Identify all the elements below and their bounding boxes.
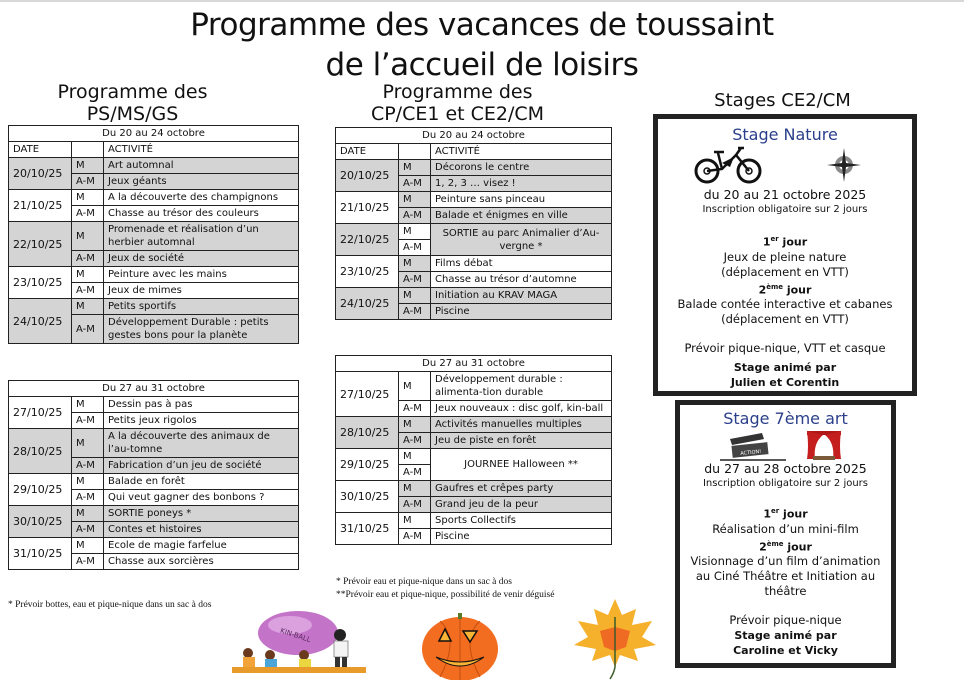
table-row — [336, 256, 612, 272]
table-row — [9, 299, 299, 315]
date-cell: 29/10/25 — [9, 474, 72, 506]
table-row — [9, 538, 299, 554]
table-row — [336, 449, 612, 465]
table-row — [336, 417, 612, 433]
afternoon-activity: Piscine — [431, 304, 612, 320]
column-header-activity: ACTIVITÉ — [431, 144, 612, 160]
stage-nature-host-names: Julien et Corentin — [730, 376, 840, 390]
stage-nature-day2-note: (déplacement en VTT) — [721, 312, 849, 327]
morning-activity: Balade en forêt — [104, 474, 299, 490]
morning-slot-label: M — [72, 397, 104, 413]
week-header-row — [9, 126, 299, 142]
date-cell: 20/10/25 — [336, 160, 399, 192]
week-header: Du 20 au 24 octobre — [336, 128, 612, 144]
column-header-date: DATE — [336, 144, 399, 160]
afternoon-activity: Jeu de piste en forêt — [431, 433, 612, 449]
jack-o-lantern-illustration — [420, 609, 500, 680]
table-row — [9, 397, 299, 413]
date-cell: 24/10/25 — [9, 299, 72, 344]
column-header-slot — [399, 144, 431, 160]
afternoon-slot-label: A-M — [399, 304, 431, 320]
date-cell: 27/10/25 — [9, 397, 72, 429]
morning-slot-label: M — [72, 190, 104, 206]
afternoon-slot-label: A-M — [72, 522, 104, 538]
theater-curtain-icon — [803, 429, 845, 461]
morning-activity: Peinture avec les mains — [104, 267, 299, 283]
morning-activity: A la découverte des champignons — [104, 190, 299, 206]
afternoon-activity: Chasse au trésor d’automne — [431, 272, 612, 288]
ps-title-line2: PS/MS/GS — [86, 103, 179, 125]
week-header: Du 27 au 31 octobre — [9, 381, 299, 397]
afternoon-activity: Balade et énigmes en ville — [431, 208, 612, 224]
morning-activity: SORTIE poneys * — [104, 506, 299, 522]
morning-slot-label: M — [399, 288, 431, 304]
table-row — [9, 506, 299, 522]
afternoon-activity: Jeux de société — [104, 251, 299, 267]
afternoon-slot-label: A-M — [399, 465, 431, 481]
compass-rose-icon — [826, 147, 862, 183]
afternoon-slot-label: A-M — [72, 315, 104, 344]
table-row — [336, 372, 612, 401]
stage-nature-icons — [658, 145, 912, 187]
stage-nature-bring: Prévoir pique-nique, VTT et casque — [684, 341, 886, 356]
afternoon-slot-label: A-M — [399, 497, 431, 513]
table-row — [9, 222, 299, 251]
table-row — [336, 481, 612, 497]
date-cell: 28/10/25 — [9, 429, 72, 474]
page-title-line2: de l’accueil de loisirs — [325, 47, 639, 83]
morning-slot-label: M — [72, 267, 104, 283]
table-row — [9, 474, 299, 490]
afternoon-activity: Chasse aux sorcières — [104, 554, 299, 570]
date-cell: 23/10/25 — [9, 267, 72, 299]
date-cell: 30/10/25 — [9, 506, 72, 538]
morning-slot-label: M — [72, 222, 104, 251]
stage-art-day2-line3: théâtre — [764, 584, 807, 599]
table-row — [336, 224, 612, 240]
bicycle-icon — [694, 145, 764, 185]
afternoon-slot-label: A-M — [399, 272, 431, 288]
afternoon-slot-label: A-M — [72, 490, 104, 506]
afternoon-activity: Fabrication d’un jeu de société — [104, 458, 299, 474]
afternoon-activity: Piscine — [431, 529, 612, 545]
morning-activity: Développement durable : alimenta-tion durable — [431, 372, 612, 401]
morning-activity: Dessin pas à pas — [104, 397, 299, 413]
afternoon-slot-label: A-M — [72, 174, 104, 190]
afternoon-slot-label: A-M — [72, 251, 104, 267]
svg-text:ACTION!: ACTION! — [740, 448, 762, 458]
stage-nature-title: Stage Nature — [732, 125, 838, 144]
svg-text:KIN-BALL: KIN-BALL — [279, 626, 312, 645]
afternoon-activity: 1, 2, 3 … visez ! — [431, 176, 612, 192]
afternoon-slot-label: A-M — [399, 208, 431, 224]
stage-nature-day1-label: 1er jour — [762, 235, 808, 249]
full-day-activity: JOURNEE Halloween ** — [431, 449, 612, 481]
date-cell: 30/10/25 — [336, 481, 399, 513]
morning-slot-label: M — [399, 481, 431, 497]
ps-section-title — [20, 81, 245, 125]
top-rule — [0, 0, 964, 2]
morning-slot-label: M — [399, 192, 431, 208]
afternoon-activity: Chasse au trésor des couleurs — [104, 206, 299, 222]
table-row — [9, 158, 299, 174]
morning-slot-label: M — [399, 449, 431, 465]
ps-title-line1: Programme des — [57, 81, 208, 103]
stage-art-host-names: Caroline et Vicky — [733, 644, 838, 658]
table-row — [9, 429, 299, 458]
afternoon-slot-label: A-M — [399, 176, 431, 192]
table-row — [336, 160, 612, 176]
stage-nature-box — [653, 114, 917, 396]
morning-activity: Sports Collectifs — [431, 513, 612, 529]
date-cell: 22/10/25 — [9, 222, 72, 267]
morning-activity: Promenade et réalisation d’un herbier automnal — [104, 222, 299, 251]
afternoon-activity: Jeux géants — [104, 174, 299, 190]
cp-section-title — [345, 81, 570, 125]
stage-art-title: Stage 7ème art — [723, 409, 848, 428]
date-cell: 20/10/25 — [9, 158, 72, 190]
afternoon-slot-label: A-M — [72, 206, 104, 222]
stage-nature-day2-label: 2ème jour — [758, 282, 812, 297]
morning-activity: Films débat — [431, 256, 612, 272]
week-header-row — [9, 381, 299, 397]
stage-art-day2-line1: Visionnage d’un film d’animation — [690, 554, 881, 569]
kin-ball-children-illustration — [228, 605, 370, 680]
afternoon-activity: Jeux de mimes — [104, 283, 299, 299]
afternoon-slot-label: A-M — [399, 529, 431, 545]
morning-slot-label: M — [72, 474, 104, 490]
stage-art-dates: du 27 au 28 octobre 2025 — [704, 461, 867, 476]
stages-section-title: Stages CE2/CM — [714, 90, 851, 111]
date-cell: 21/10/25 — [336, 192, 399, 224]
table-row — [336, 288, 612, 304]
morning-activity: Art automnal — [104, 158, 299, 174]
full-day-activity: SORTIE au parc Animalier d’Au-vergne * — [431, 224, 612, 256]
ps-week2-table — [8, 380, 299, 570]
afternoon-slot-label: A-M — [72, 413, 104, 429]
ps-footnote: * Prévoir bottes, eau et pique-nique dans un sac à dos — [8, 600, 212, 610]
cp-title-line2: CP/CE1 et CE2/CM — [370, 103, 545, 125]
morning-slot-label: M — [399, 417, 431, 433]
morning-activity: A la découverte des animaux de l’au-tomne — [104, 429, 299, 458]
cp-title-line1: Programme des — [382, 81, 533, 103]
stage-nature-inscription: Inscription obligatoire sur 2 jours — [702, 204, 868, 215]
afternoon-activity: Contes et histoires — [104, 522, 299, 538]
morning-slot-label: M — [399, 372, 431, 401]
afternoon-slot-label: A-M — [72, 283, 104, 299]
afternoon-activity: Qui veut gagner des bonbons ? — [104, 490, 299, 506]
date-cell: 24/10/25 — [336, 288, 399, 320]
afternoon-activity: Petits jeux rigolos — [104, 413, 299, 429]
week-header: Du 20 au 24 octobre — [9, 126, 299, 142]
morning-activity: Initiation au KRAV MAGA — [431, 288, 612, 304]
stage-art-day1-label: 1er jour — [763, 507, 808, 521]
date-cell: 29/10/25 — [336, 449, 399, 481]
date-cell: 23/10/25 — [336, 256, 399, 288]
stage-nature-dates: du 20 au 21 octobre 2025 — [703, 187, 867, 202]
clapperboard-icon — [720, 429, 788, 461]
week-header-row — [336, 356, 612, 372]
morning-activity: Ecole de magie farfelue — [104, 538, 299, 554]
afternoon-slot-label: A-M — [399, 433, 431, 449]
week-header: Du 27 au 31 octobre — [336, 356, 612, 372]
stage-art-box — [675, 400, 896, 668]
afternoon-slot-label: A-M — [399, 401, 431, 417]
column-header-row — [9, 142, 299, 158]
date-cell: 21/10/25 — [9, 190, 72, 222]
cp-week1-table — [335, 127, 612, 320]
morning-activity: Activités manuelles multiples — [431, 417, 612, 433]
table-row — [9, 267, 299, 283]
morning-slot-label: M — [399, 224, 431, 240]
stage-art-icons — [680, 429, 891, 461]
morning-activity: Décorons le centre — [431, 160, 612, 176]
week-header-row — [336, 128, 612, 144]
stage-nature-host-label: Stage animé par — [733, 361, 837, 375]
stage-art-inscription: Inscription obligatoire sur 2 jours — [702, 478, 869, 489]
table-row — [336, 192, 612, 208]
morning-slot-label: M — [399, 256, 431, 272]
morning-activity: Peinture sans pinceau — [431, 192, 612, 208]
stage-art-day2-label: 2ème jour — [759, 539, 812, 554]
stage-art-day1-activity: Réalisation d’un mini-film — [712, 521, 859, 536]
cp-footnote-1: * Prévoir eau et pique-nique dans un sac à dos — [336, 577, 512, 587]
column-header-slot — [72, 142, 104, 158]
afternoon-slot-label: A-M — [72, 554, 104, 570]
date-cell: 31/10/25 — [336, 513, 399, 545]
stage-art-day2-line2: au Ciné Théâtre et Initiation au — [695, 569, 876, 584]
autumn-leaf-illustration — [570, 597, 660, 680]
stage-nature-day1-activity: Jeux de pleine nature — [723, 249, 847, 264]
afternoon-activity: Jeux nouveaux : disc golf, kin-ball — [431, 401, 612, 417]
stage-nature-day1-note: (déplacement en VTT) — [721, 264, 849, 279]
table-row — [9, 190, 299, 206]
morning-activity: Gaufres et crêpes party — [431, 481, 612, 497]
morning-activity: Petits sportifs — [104, 299, 299, 315]
date-cell: 31/10/25 — [9, 538, 72, 570]
column-header-row — [336, 144, 612, 160]
morning-slot-label: M — [72, 158, 104, 174]
afternoon-slot-label: A-M — [399, 240, 431, 256]
column-header-activity: ACTIVITÉ — [104, 142, 299, 158]
afternoon-activity: Grand jeu de la peur — [431, 497, 612, 513]
page-title-line1: Programme des vacances de toussaint — [190, 7, 774, 43]
morning-slot-label: M — [399, 513, 431, 529]
afternoon-slot-label: A-M — [72, 458, 104, 474]
date-cell: 22/10/25 — [336, 224, 399, 256]
cp-footnote-2: **Prévoir eau et pique-nique, possibilité de venir déguisé — [336, 590, 555, 600]
date-cell: 27/10/25 — [336, 372, 399, 417]
table-row — [336, 513, 612, 529]
date-cell: 28/10/25 — [336, 417, 399, 449]
column-header-date: DATE — [9, 142, 72, 158]
afternoon-activity: Développement Durable : petits gestes bons pour la planète — [104, 315, 299, 344]
ps-week1-table — [8, 125, 299, 344]
stage-art-host-label: Stage animé par — [734, 629, 837, 643]
stage-art-bring: Prévoir pique-nique — [729, 613, 842, 628]
morning-slot-label: M — [72, 538, 104, 554]
morning-slot-label: M — [72, 299, 104, 315]
cp-week2-table — [335, 355, 612, 545]
morning-slot-label: M — [399, 160, 431, 176]
morning-slot-label: M — [72, 506, 104, 522]
morning-slot-label: M — [72, 429, 104, 458]
stage-nature-day2-activity: Balade contée interactive et cabanes — [677, 297, 893, 312]
